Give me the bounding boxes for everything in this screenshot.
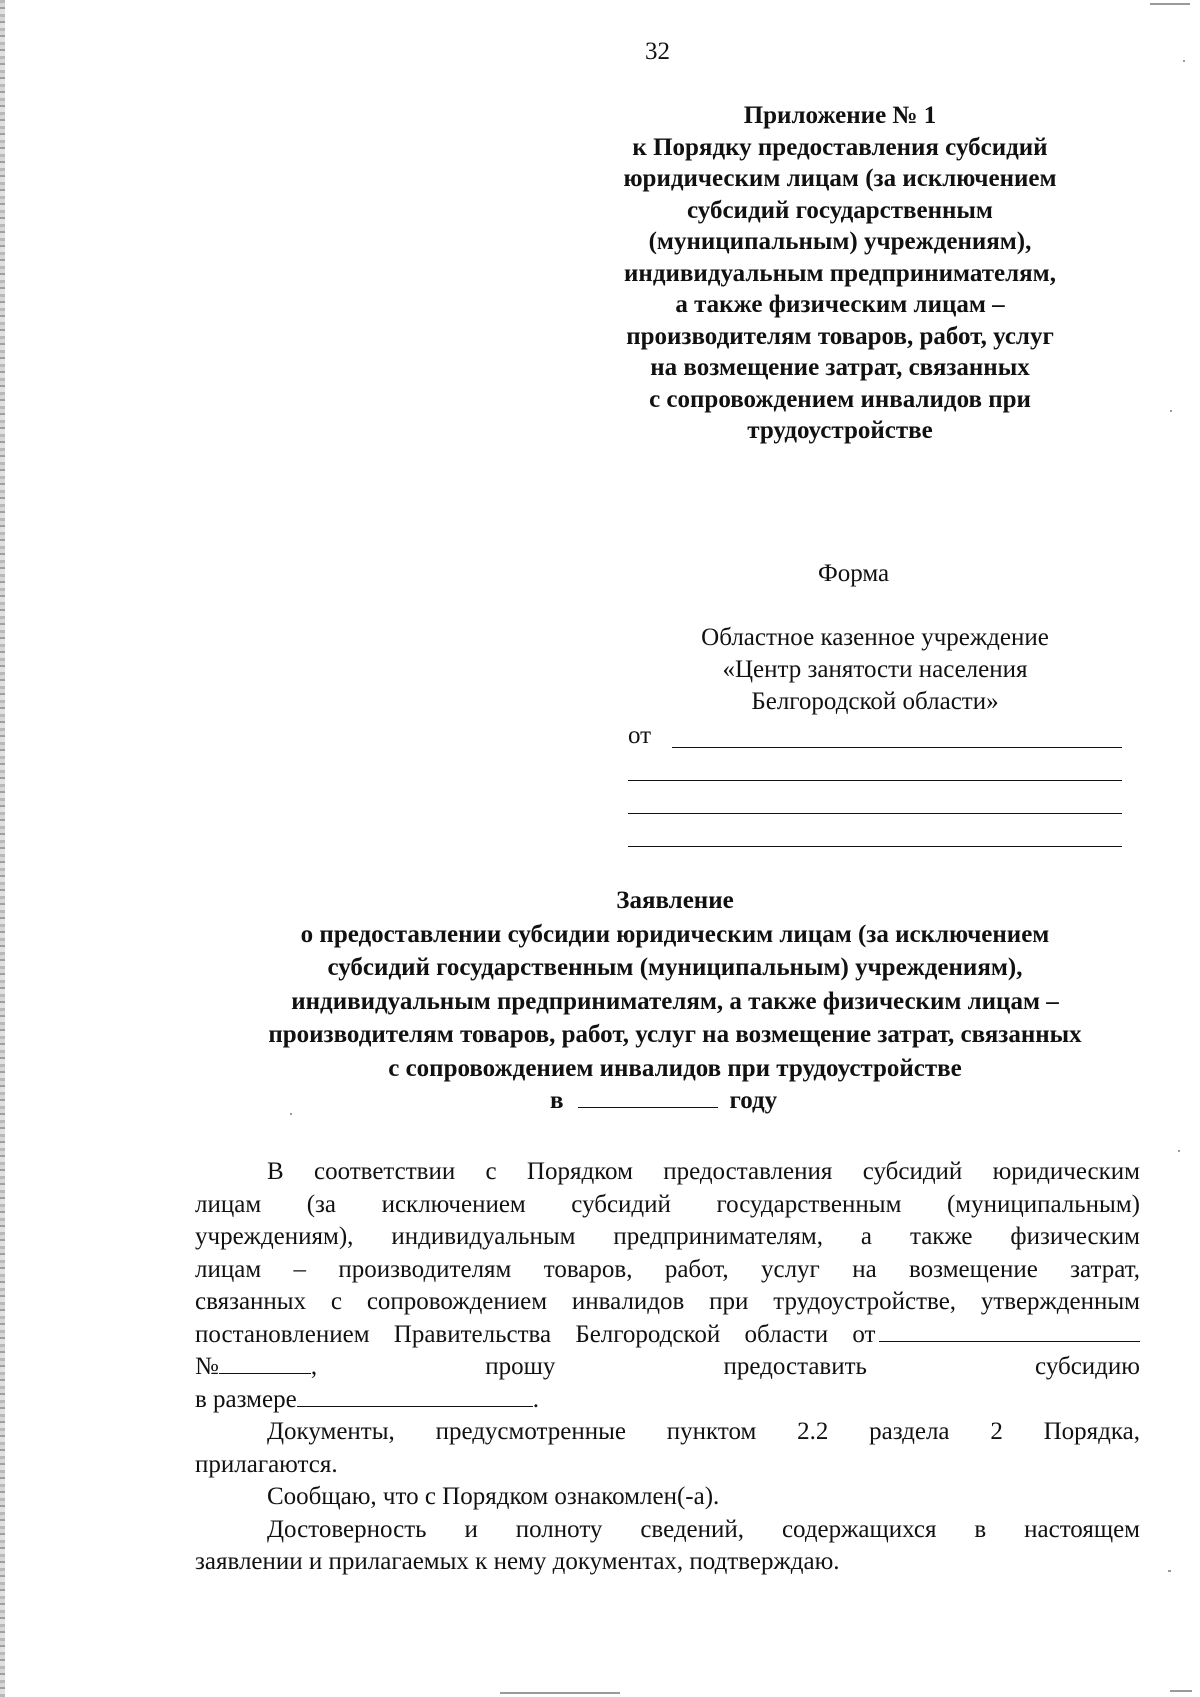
scan-noise [1168,1570,1171,1572]
scan-noise [500,1692,620,1694]
scan-noise [290,1113,292,1115]
page-number: 32 [645,38,670,65]
statement-subtitle-line: субсидий государственным (муниципальным) учреждениям), [327,954,1023,981]
form-label: Форма [818,560,890,587]
scan-edge-artifact [0,0,5,1697]
body-line: учреждениям), индивидуальным предпринимателям, а также физическим [195,1223,1140,1250]
appendix-line: субсидий государственным [687,196,993,224]
request-word: предоставить [723,1353,867,1380]
body-line: прилагаются. [195,1450,338,1478]
body-line: Документы, предусмотренные пунктом 2.2 раздела 2 Порядка, [267,1418,1140,1445]
amount-line [195,1384,1140,1417]
statement-subtitle-line: производителям товаров, работ, услуг на возмещение затрат, связанных [268,1021,1082,1048]
body-line: Достоверность и полноту сведений, содержащихся в настоящем [267,1515,1140,1543]
appendix-line: Приложение № 1 [743,102,937,129]
scan-noise [1170,410,1172,412]
statement-subtitle-line: с сопровождением инвалидов при трудоустройстве [388,1054,962,1082]
scan-noise [1183,60,1185,62]
appendix-line: индивидуальным предпринимателям, [624,259,1056,287]
scan-noise [1178,1150,1180,1152]
statement-subtitle-line: индивидуальным предпринимателям, а также физическим лицам – [291,987,1059,1015]
number-sign: № [195,1353,219,1380]
from-field-line-2[interactable] [628,780,1122,781]
addressee-line: Белгородской области» [751,688,999,715]
year-field[interactable] [578,1087,718,1108]
body-line: лицам (за исключением субсидий государственным (муниципальным) [195,1190,1140,1218]
decree-prefix: постановлением Правительства Белгородской области от [195,1320,876,1348]
request-line [195,1351,1140,1384]
from-label: от [628,722,652,749]
appendix-line: а также физическим лицам – [675,291,1005,318]
number-comma: , [310,1353,318,1380]
appendix-line: трудоустройстве [747,417,933,444]
amount-suffix: . [532,1385,539,1413]
request-word: прошу [485,1353,556,1380]
statement-subtitle-line: о предоставлении субсидии юридическим лицам (за исключением [300,920,1050,948]
body-line: В соответствии с Порядком предоставления субсидий юридическим [267,1158,1140,1185]
addressee-block [630,622,1120,718]
year-row [550,1087,777,1115]
decree-line [195,1319,1140,1352]
statement-body [195,1156,1140,1579]
decree-date-field[interactable] [879,1321,1140,1342]
scan-noise [1150,3,1190,5]
year-suffix: году [729,1087,778,1114]
request-word: субсидию [1035,1353,1140,1380]
appendix-line: с сопровождением инвалидов при [649,385,1031,413]
from-field-line-1[interactable] [672,747,1122,748]
body-line: связанных с сопровождением инвалидов при трудоустройстве, утвержденным [195,1288,1140,1315]
scan-noise [1170,1690,1192,1692]
body-line: лицам – производителям товаров, работ, услуг на возмещение затрат, [195,1255,1140,1283]
addressee-line: «Центр занятости населения [722,656,1028,683]
decree-number-field[interactable] [219,1353,311,1374]
appendix-line: (муниципальным) учреждениям), [648,228,1032,255]
addressee-line: Областное казенное учреждение [701,624,1049,651]
body-line: заявлении и прилагаемых к нему документах, подтверждаю. [195,1548,840,1575]
amount-field[interactable] [297,1386,533,1407]
body-line: Сообщаю, что с Порядком ознакомлен(-а). [267,1483,720,1510]
statement-title: Заявление [616,887,734,914]
statement-title-block [180,884,1170,1085]
appendix-header [560,100,1120,447]
appendix-line: производителям товаров, работ, услуг [626,322,1054,350]
year-prefix: в [550,1087,564,1114]
appendix-line: на возмещение затрат, связанных [650,354,1030,381]
amount-prefix: в размере [195,1385,297,1413]
from-field-line-4[interactable] [628,846,1122,847]
from-field-line-3[interactable] [628,813,1122,814]
appendix-line: юридическим лицам (за исключением [623,165,1057,192]
appendix-line: к Порядку предоставления субсидий [632,133,1048,161]
